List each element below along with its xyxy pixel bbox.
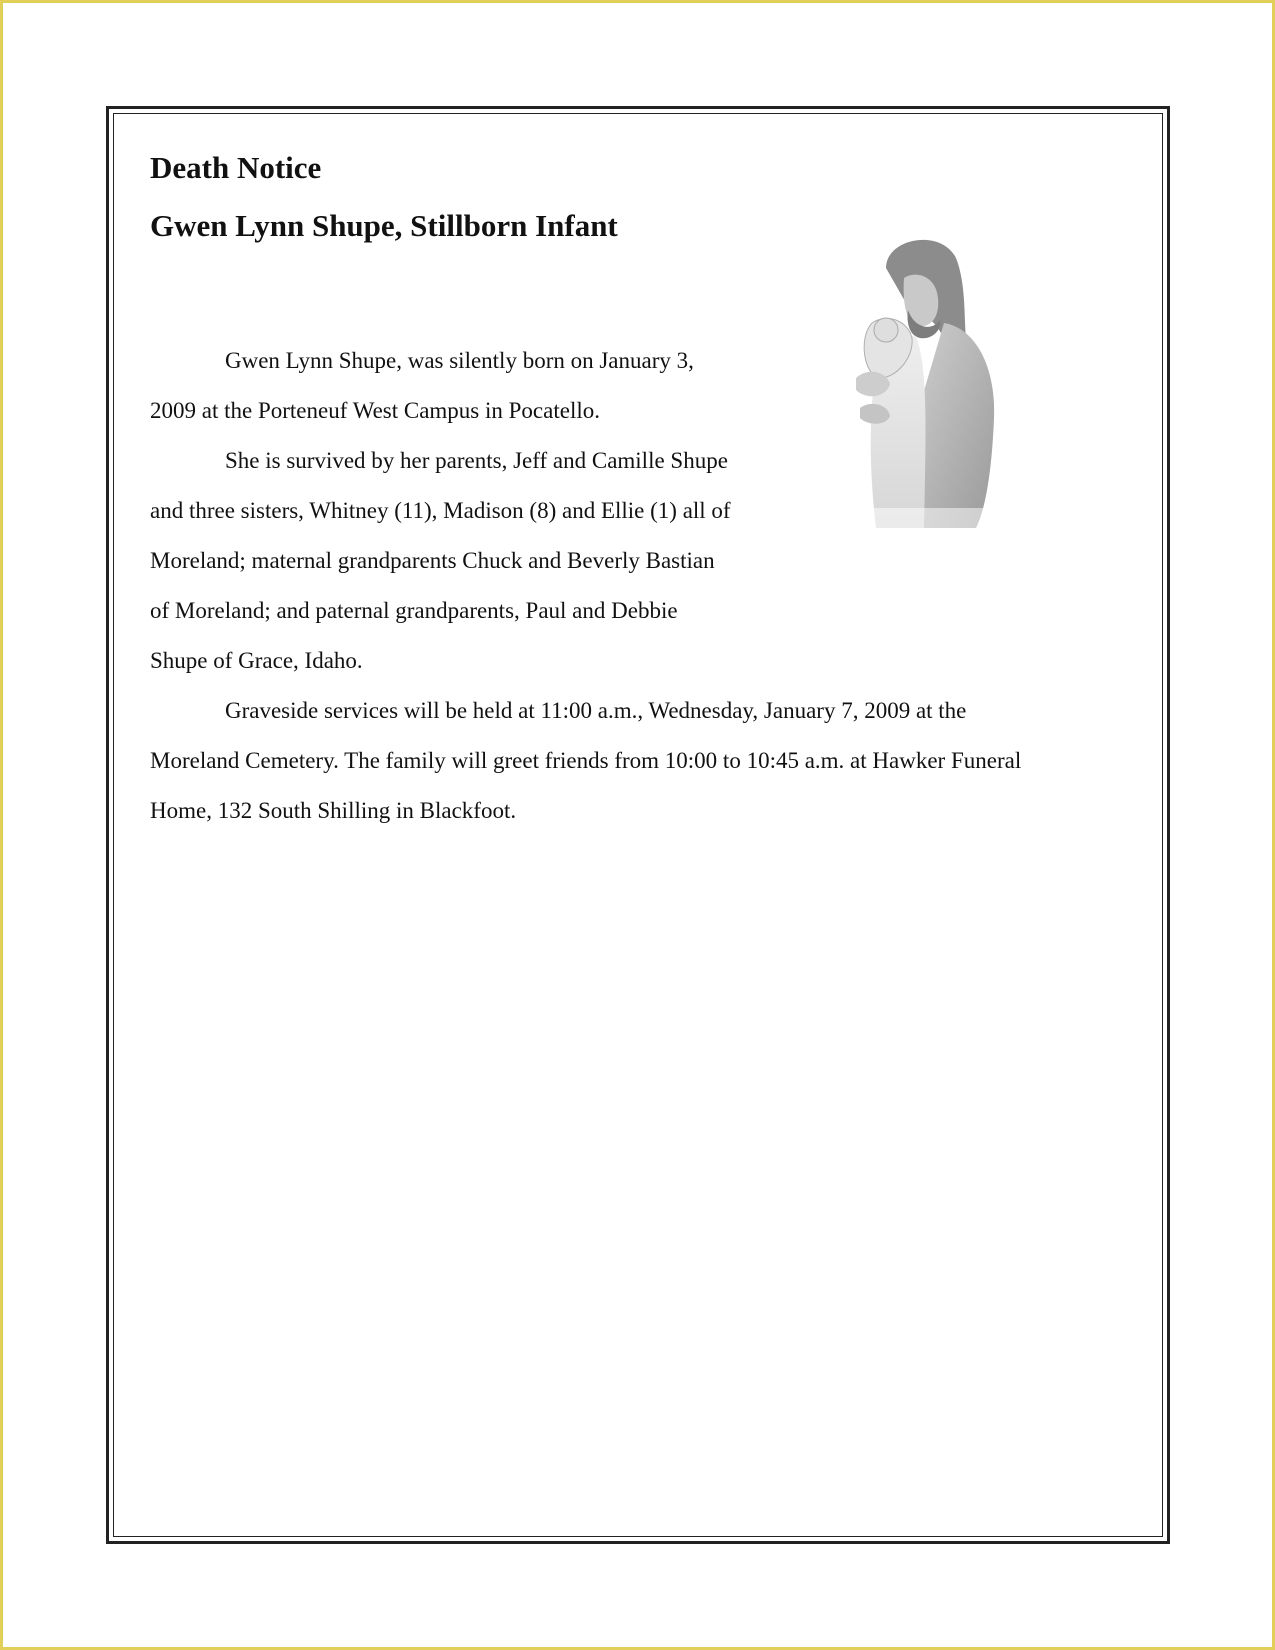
body-line: Moreland Cemetery. The family will greet friends from 10:00 to 10:45 a.m. at Hawker Funeral	[150, 748, 1022, 773]
notice-body	[150, 336, 1021, 836]
notice-subtitle: Gwen Lynn Shupe, Stillborn Infant	[150, 208, 618, 243]
body-line: of Moreland; and paternal grandparents, Paul and Debbie	[150, 598, 678, 623]
body-line: Shupe of Grace, Idaho.	[150, 648, 363, 673]
body-line: Moreland; maternal grandparents Chuck and Beverly Bastian	[150, 548, 715, 573]
body-line: She is survived by her parents, Jeff and Camille Shupe	[225, 448, 728, 473]
body-line: Graveside services will be held at 11:00 a.m., Wednesday, January 7, 2009 at the	[225, 698, 967, 723]
body-line: 2009 at the Porteneuf West Campus in Pocatello.	[150, 398, 600, 423]
body-line: and three sisters, Whitney (11), Madison (8) and Ellie (1) all of	[150, 498, 731, 523]
page-title: Death Notice	[150, 150, 322, 185]
body-line: Gwen Lynn Shupe, was silently born on January 3,	[225, 348, 694, 373]
body-line: Home, 132 South Shilling in Blackfoot.	[150, 798, 517, 823]
